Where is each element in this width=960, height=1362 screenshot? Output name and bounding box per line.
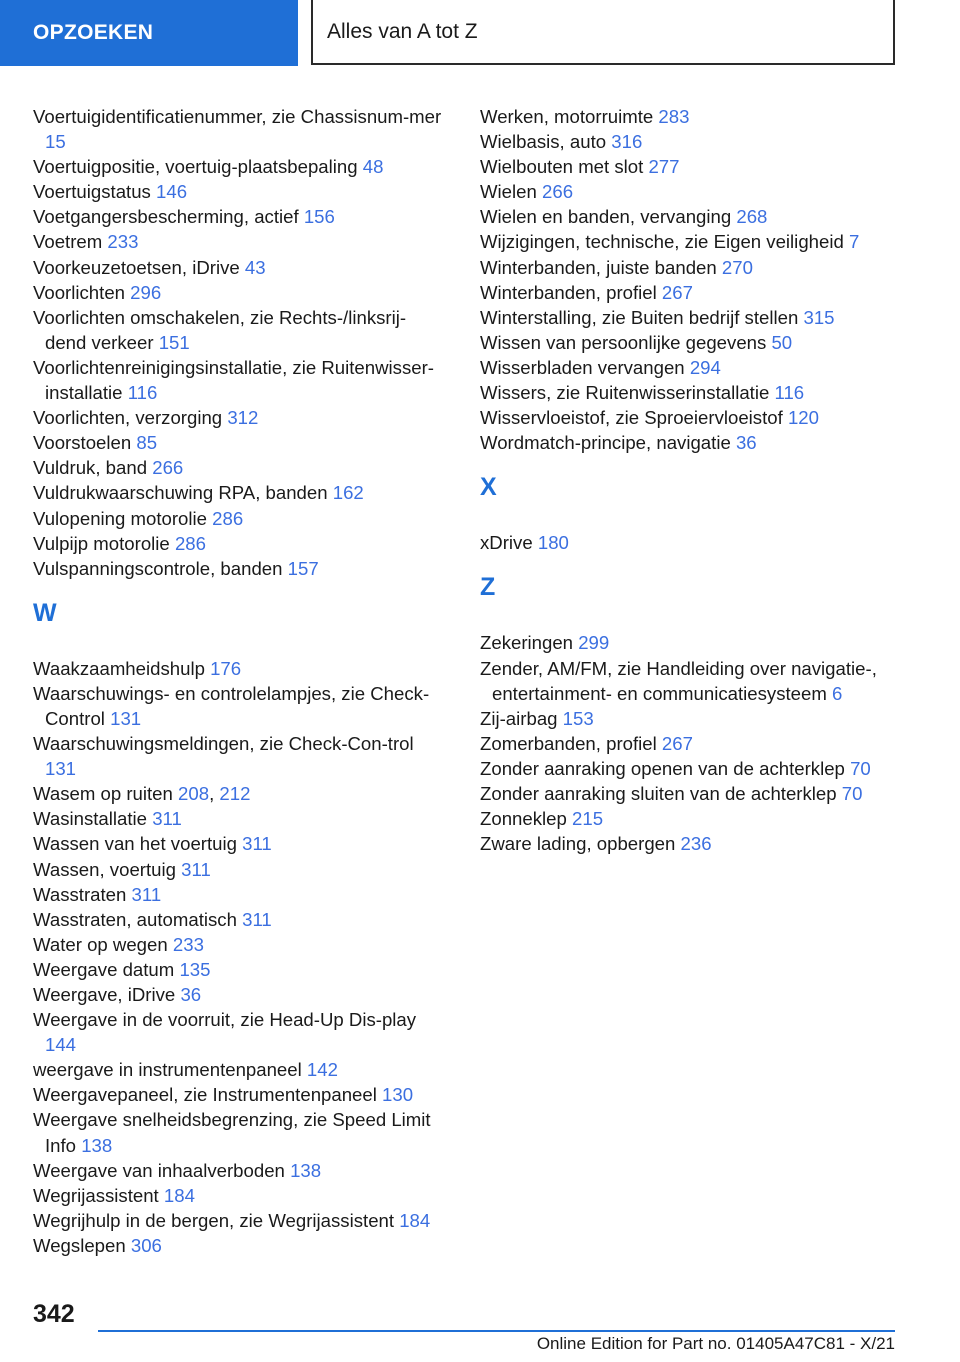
- page-link[interactable]: 277: [648, 156, 680, 178]
- page-link[interactable]: 215: [572, 808, 604, 830]
- section-tab: OPZOEKEN: [0, 0, 298, 66]
- index-entry-text: Wassen, voertuig: [33, 858, 176, 880]
- footer-divider: [98, 1330, 895, 1332]
- index-entry-text: Wissers, zie Ruitenwisserinstallatie: [480, 382, 770, 404]
- page-link[interactable]: 131: [110, 707, 142, 729]
- index-entry: [480, 706, 900, 731]
- page-link[interactable]: 268: [736, 206, 768, 228]
- index-entry-text: Zonneklep: [480, 808, 567, 830]
- index-entry-text: Zonder aanraking openen van de achterklep: [480, 757, 845, 779]
- index-entry-text: Voetrem: [33, 231, 103, 253]
- page-link[interactable]: 36: [180, 984, 202, 1005]
- index-entry-text: Wasinstallatie: [33, 808, 148, 830]
- page-link[interactable]: 151: [158, 331, 190, 353]
- index-entry: [33, 831, 445, 856]
- page-link[interactable]: 85: [136, 432, 158, 454]
- index-entry-text: Voorkeuzetoetsen, iDrive: [33, 256, 240, 278]
- page-link[interactable]: 135: [179, 958, 211, 980]
- page-link[interactable]: 116: [127, 382, 158, 404]
- index-entry-text: Voorlichten: [33, 281, 125, 303]
- page-link[interactable]: 15: [45, 131, 66, 153]
- index-entry-text: Wasem op ruiten: [33, 783, 173, 805]
- index-entry: [480, 204, 900, 229]
- index-entry: [33, 255, 445, 280]
- index-entry-text: Voorstoelen: [33, 432, 132, 454]
- index-entry: [33, 204, 445, 229]
- index-entry: [33, 957, 445, 982]
- chapter-title: Alles van A tot Z: [311, 0, 895, 65]
- index-entry: [33, 480, 445, 505]
- index-entry-text: Wegslepen: [33, 1234, 126, 1256]
- index-entry: [33, 1183, 445, 1208]
- index-entry-text: Zomerbanden, profiel: [480, 732, 657, 754]
- index-entry: [33, 154, 445, 179]
- page-link[interactable]: 212: [219, 783, 251, 805]
- page-link[interactable]: 266: [542, 181, 574, 203]
- page-link[interactable]: 156: [303, 206, 335, 228]
- index-entry: [33, 1057, 445, 1082]
- index-entry: [33, 932, 445, 957]
- index-entry-text: Wisservloeistof, zie Sproeiervloeistof: [480, 407, 783, 429]
- index-entry: [33, 506, 445, 531]
- index-letter-heading: X: [480, 473, 497, 502]
- index-entry-text: Vuldrukwaarschuwing RPA, banden: [33, 482, 328, 504]
- index-entry: [33, 1107, 445, 1157]
- index-entry: [480, 229, 900, 254]
- page-link[interactable]: 270: [721, 256, 753, 278]
- page-link[interactable]: 312: [227, 407, 259, 429]
- page-link[interactable]: 138: [290, 1159, 322, 1181]
- index-entry-text: Zonder aanraking sluiten van de achterklep: [480, 782, 837, 804]
- page-link[interactable]: 70: [850, 757, 871, 779]
- page-link[interactable]: 306: [130, 1234, 162, 1256]
- index-entry: [480, 104, 900, 129]
- index-entry-text: Werken, motorruimte: [480, 106, 654, 127]
- index-entry-text: Wegrijassistent: [33, 1184, 159, 1206]
- index-entry: [480, 656, 900, 706]
- index-entry: [480, 530, 900, 555]
- index-entry: [33, 907, 445, 932]
- page-link[interactable]: 299: [578, 632, 610, 654]
- page-link[interactable]: 157: [287, 557, 319, 579]
- index-entry: [480, 781, 900, 806]
- index-entry-text: Weergave datum: [33, 958, 175, 980]
- index-entry-text: weergave in instrumentenpaneel: [33, 1059, 302, 1081]
- index-entry: [480, 355, 900, 380]
- index-entry: [33, 982, 445, 1007]
- index-entry: [33, 681, 445, 731]
- index-entry-text: Vuldruk, band: [33, 457, 148, 479]
- page-link[interactable]: 142: [306, 1059, 338, 1081]
- index-entry: [480, 305, 900, 330]
- page-link[interactable]: 315: [803, 306, 835, 328]
- index-entry-text: Wasstraten: [33, 883, 127, 905]
- index-entry-text: Voetgangersbescherming, actief: [33, 206, 299, 228]
- index-entry: [480, 756, 900, 781]
- edition-note: Online Edition for Part no. 01405A47C81 - X/21: [536, 1334, 895, 1353]
- index-entry: [480, 179, 900, 204]
- index-entry-text: Vulspanningscontrole, banden: [33, 557, 283, 579]
- page-link[interactable]: 286: [212, 507, 244, 529]
- index-entry: [480, 129, 900, 154]
- index-entry: [33, 229, 445, 254]
- index-entry-text: Winterbanden, profiel: [480, 281, 657, 303]
- index-entry-text: Wielen: [480, 181, 537, 203]
- index-entry-text: Wielbasis, auto: [480, 131, 607, 153]
- index-entry-text: Wasstraten, automatisch: [33, 908, 237, 930]
- index-entry-text: Wegrijhulp in de bergen, zie Wegrijassistent: [33, 1209, 395, 1231]
- index-entry: [33, 882, 445, 907]
- page-link[interactable]: 153: [562, 707, 594, 729]
- page-link[interactable]: 311: [152, 808, 182, 830]
- page-link[interactable]: 146: [156, 181, 188, 203]
- page-link[interactable]: 267: [661, 281, 693, 303]
- index-entry-text: Wielen en banden, vervanging: [480, 206, 732, 228]
- index-entry: [480, 380, 900, 405]
- page-link[interactable]: 184: [163, 1184, 195, 1206]
- index-entry-text: Zij-airbag: [480, 707, 558, 729]
- index-entry: [480, 255, 900, 280]
- page-link[interactable]: 50: [771, 331, 793, 353]
- index-entry: [33, 1007, 445, 1057]
- page-link[interactable]: 311: [131, 883, 162, 905]
- index-entry: [33, 731, 445, 781]
- index-entry: [480, 731, 900, 756]
- index-entry-text: Zekeringen: [480, 632, 574, 654]
- index-entry: [480, 806, 900, 831]
- page-link[interactable]: 311: [242, 908, 272, 930]
- page-link[interactable]: 311: [242, 833, 272, 855]
- index-entry-text: Zware lading, opbergen: [480, 833, 676, 855]
- index-entry-text: Zender, AM/FM, zie Handleiding over navigatie-, entertainment- en communicatiesysteem: [480, 657, 877, 704]
- page-link[interactable]: 144: [45, 1034, 77, 1056]
- index-entry-text: Weergave, iDrive: [33, 984, 176, 1005]
- index-entry: [480, 430, 900, 455]
- index-letter-heading: Z: [480, 573, 496, 602]
- index-entry-text: Wissen van persoonlijke gegevens: [480, 331, 767, 353]
- index-entry-text: Wassen van het voertuig: [33, 833, 237, 855]
- index-entry-text: Water op wegen: [33, 933, 168, 955]
- page-link[interactable]: 296: [130, 281, 162, 303]
- page-link[interactable]: 43: [244, 256, 266, 278]
- index-entry-text: Wisserbladen vervangen: [480, 356, 685, 378]
- page-link[interactable]: 233: [172, 933, 204, 955]
- page-link[interactable]: 7: [849, 231, 860, 253]
- index-entry: [33, 1233, 445, 1258]
- index-entry-text: Voorlichten, verzorging: [33, 407, 223, 429]
- page-number: 342: [33, 1300, 75, 1328]
- index-entry: [33, 556, 445, 581]
- page-link[interactable]: 138: [81, 1134, 113, 1156]
- page-link[interactable]: 116: [774, 382, 805, 404]
- index-entry: [480, 405, 900, 430]
- index-entry-text: Voorlichtenreinigingsinstallatie, zie Ruitenwisser-installatie: [33, 356, 434, 404]
- index-entry: [33, 355, 445, 405]
- index-entry-text: Wijzigingen, technische, zie Eigen veiligheid: [480, 231, 844, 253]
- page-link[interactable]: 6: [832, 682, 843, 704]
- page-link[interactable]: 267: [661, 732, 693, 754]
- index-entry: [33, 1208, 445, 1233]
- index-entry-text: Weergave van inhaalverboden: [33, 1159, 285, 1181]
- index-entry-text: Winterstalling, zie Buiten bedrijf stellen: [480, 306, 799, 328]
- index-entry-text: Voertuigpositie, voertuig-plaatsbepaling: [33, 156, 358, 178]
- index-entry-text: xDrive: [480, 532, 533, 554]
- index-entry: [480, 630, 900, 655]
- index-entry: [480, 280, 900, 305]
- index-entry: [33, 104, 445, 154]
- index-entry: [33, 1082, 445, 1107]
- page-link[interactable]: 131: [45, 758, 77, 780]
- page-link[interactable]: 294: [689, 356, 721, 378]
- index-entry: [480, 831, 900, 856]
- page-link[interactable]: 130: [382, 1084, 414, 1106]
- index-column-left: [33, 104, 445, 1258]
- index-entry-text: Wielbouten met slot: [480, 156, 644, 178]
- page-link[interactable]: 283: [658, 106, 690, 127]
- page-link[interactable]: 36: [735, 432, 757, 454]
- index-entry: Wasem op ruiten 208, 212: [33, 783, 251, 805]
- page-link[interactable]: 70: [841, 782, 863, 804]
- page-link[interactable]: 286: [174, 532, 206, 554]
- index-entry: [33, 280, 445, 305]
- page-link[interactable]: 176: [210, 657, 242, 679]
- index-entry-text: Vulopening motorolie: [33, 507, 207, 529]
- index-entry: [480, 154, 900, 179]
- index-entry-text: Waarschuwingsmeldingen, zie Check-Con-trol: [33, 733, 414, 755]
- index-letter-heading: W: [33, 598, 57, 627]
- page-link[interactable]: 48: [362, 156, 384, 178]
- index-entry-text: Vulpijp motorolie: [33, 532, 170, 554]
- page-link[interactable]: 266: [152, 457, 184, 479]
- index-entry-text: Wordmatch-principe, navigatie: [480, 432, 731, 454]
- index-entry-text: Voertuigstatus: [33, 181, 151, 203]
- page-link[interactable]: 162: [332, 482, 364, 504]
- page-link[interactable]: 236: [680, 833, 712, 855]
- index-column-right: [480, 104, 900, 856]
- page-link[interactable]: 208: [178, 783, 210, 805]
- page-link[interactable]: 311: [181, 858, 211, 880]
- page-link[interactable]: 233: [107, 231, 139, 253]
- index-entry-text: Weergavepaneel, zie Instrumentenpaneel: [33, 1084, 377, 1106]
- index-entry-text: Weergave snelheidsbegrenzing, zie Speed Limit Info: [33, 1109, 431, 1156]
- index-entry-text: Waarschuwings- en controlelampjes, zie Check-Control: [33, 682, 430, 729]
- index-entry: [33, 305, 445, 355]
- index-entry-text: Winterbanden, juiste banden: [480, 256, 717, 278]
- index-entry: [480, 330, 900, 355]
- page-link[interactable]: 184: [399, 1209, 431, 1231]
- page-link[interactable]: 316: [611, 131, 643, 153]
- page-link[interactable]: 180: [537, 532, 569, 554]
- index-entry-text: Voorlichten omschakelen, zie Rechts-/linksrij-dend verkeer: [33, 306, 407, 353]
- page-link[interactable]: 120: [787, 407, 819, 429]
- index-entry: [33, 430, 445, 455]
- index-entry: [33, 179, 445, 204]
- index-entry: [33, 531, 445, 556]
- index-entry-text: Weergave in de voorruit, zie Head-Up Dis-play: [33, 1009, 417, 1031]
- index-entry: [33, 806, 445, 831]
- index-entry-text: Voertuigidentificatienummer, zie Chassisnum-mer: [33, 106, 442, 127]
- index-entry: [33, 405, 445, 430]
- index-entry: [33, 656, 445, 681]
- page-header: [0, 0, 960, 66]
- index-entry-text: Waakzaamheidshulp: [33, 657, 205, 679]
- index-entry: [33, 455, 445, 480]
- index-entry: [33, 1158, 445, 1183]
- index-entry: [33, 857, 445, 882]
